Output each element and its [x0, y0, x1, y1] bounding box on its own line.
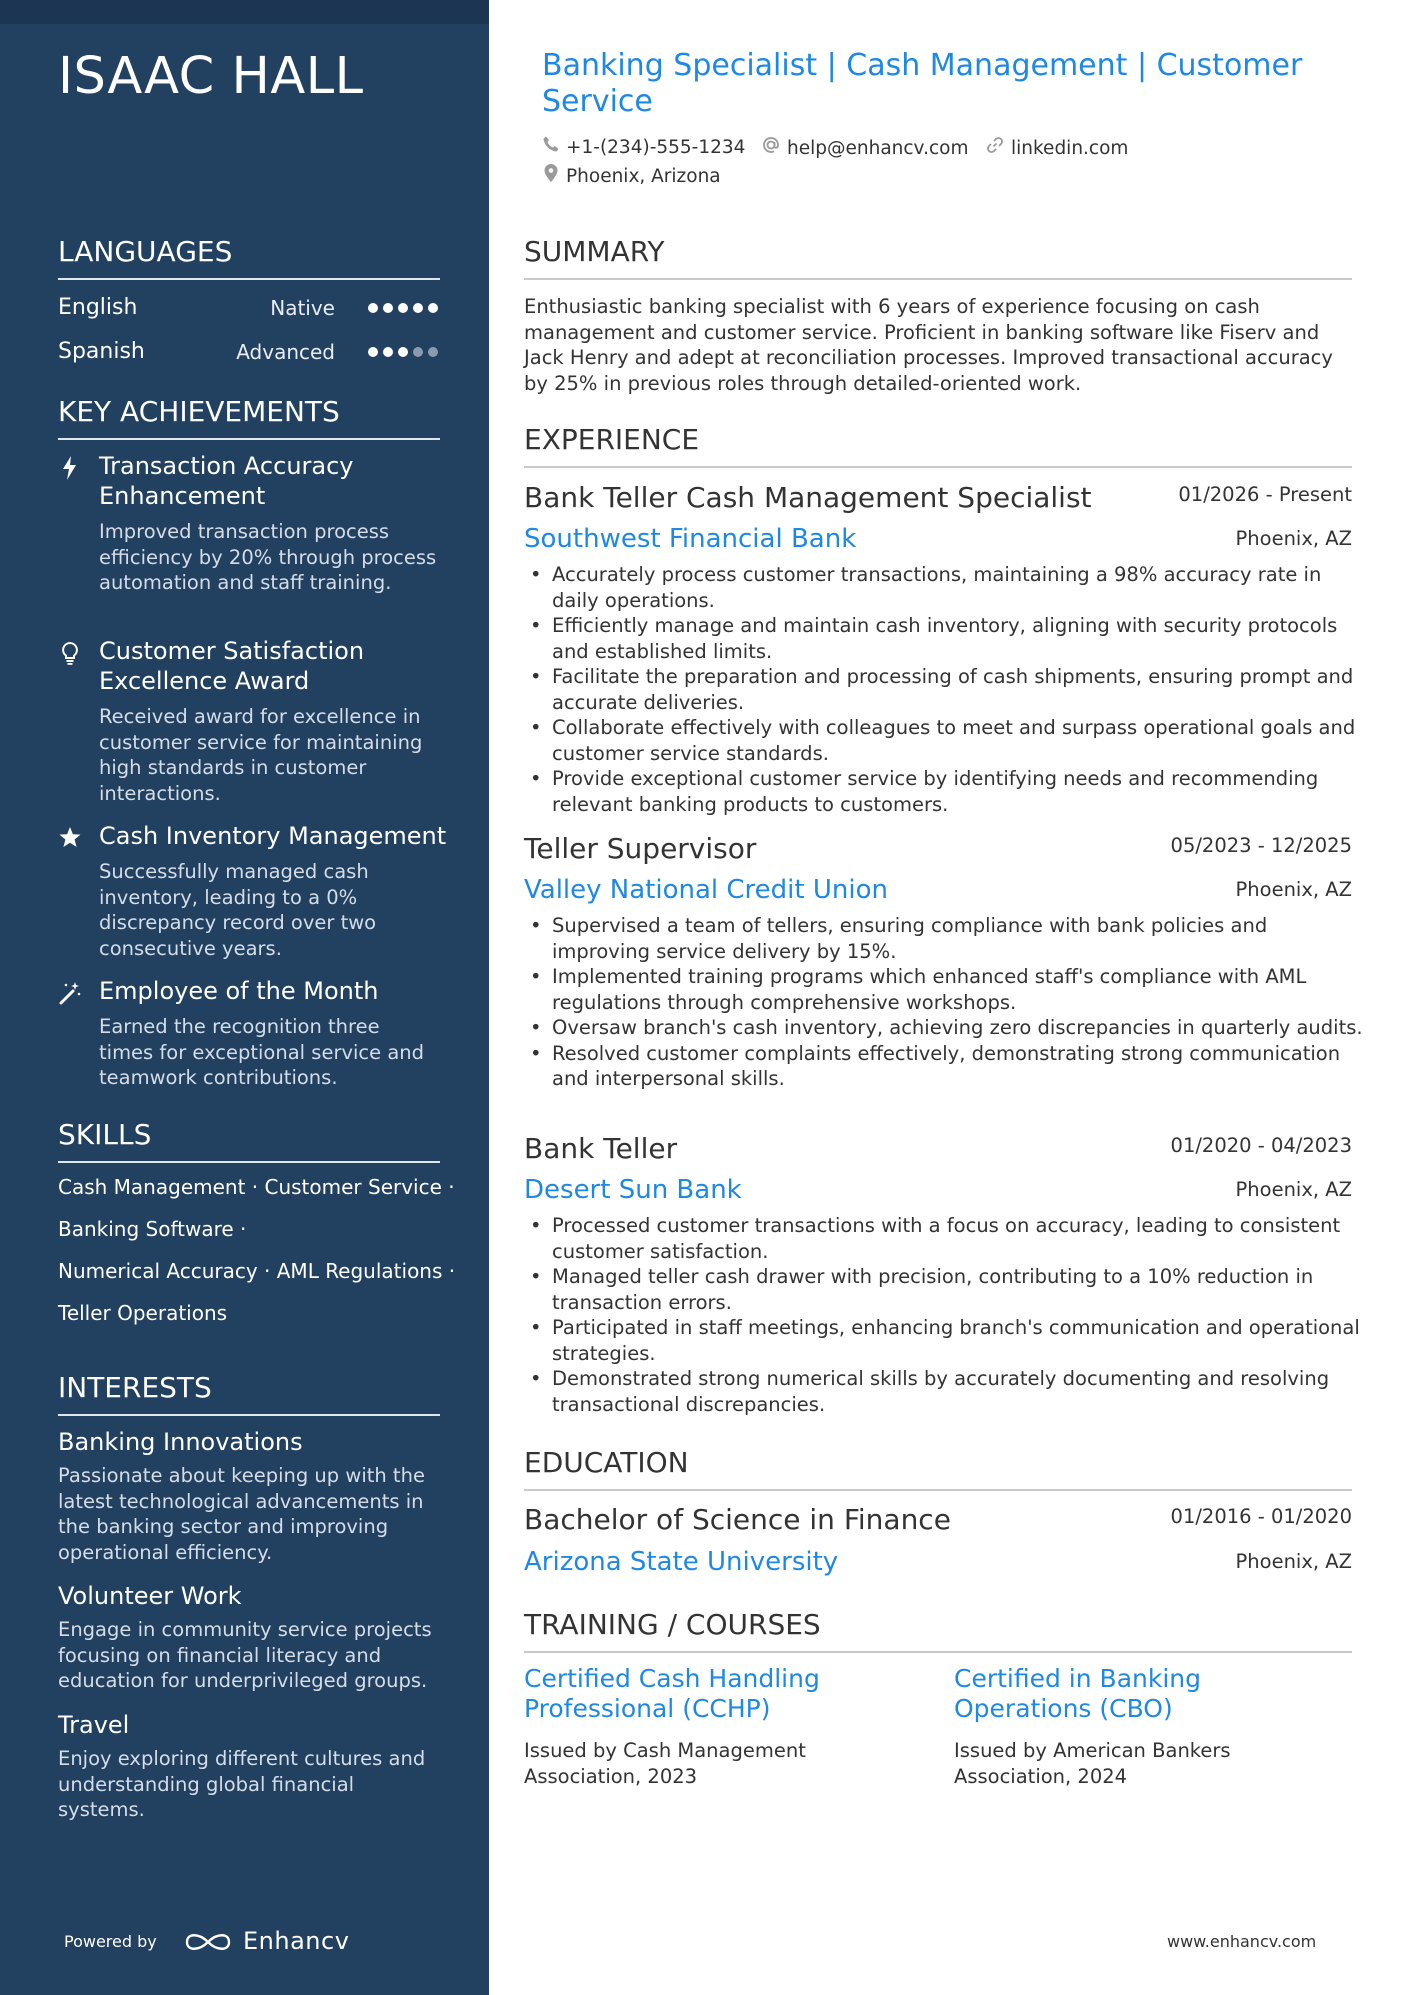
job-bullet: • Collaborate effectively with colleagues to meet and surpass operational goals and customer service standards. — [524, 715, 1364, 766]
language-level: Native — [270, 296, 335, 320]
training-title: TRAINING / COURSES — [524, 1607, 1352, 1653]
course-item — [524, 1664, 904, 1789]
job-bullets — [524, 913, 1364, 1092]
enhancv-logo-icon — [183, 1929, 233, 1959]
at-icon — [761, 135, 781, 163]
interest-title: Volunteer Work — [58, 1582, 242, 1610]
summary-text: Enthusiastic banking specialist with 6 years of experience focusing on cash management and customer service. Proficient in banking software like Fiserv and Jack Henry and adept at reconciliation processes. Improved transactional accuracy by 25% in previous roles through detailed-oriented work. — [524, 295, 1333, 395]
linkedin-text: linkedin.com — [1011, 138, 1129, 159]
sidebar-top-band — [0, 0, 489, 24]
job-bullets — [524, 562, 1364, 817]
interest-desc: Engage in community service projects focusing on financial literacy and education for underprivileged groups. — [58, 1618, 432, 1692]
achievement-title: Employee of the Month — [99, 977, 379, 1005]
job-bullet: • Efficiently manage and maintain cash inventory, aligning with security protocols and established limits. — [524, 613, 1364, 664]
education-degree: Bachelor of Science in Finance — [524, 1503, 951, 1536]
job-bullet: • Accurately process customer transactions, maintaining a 98% accuracy rate in daily operations. — [524, 562, 1364, 613]
contact-location — [542, 163, 721, 191]
achievement-desc: Received award for excellence in customer service for maintaining high standards in customer interactions. — [99, 705, 423, 805]
achievements-title: KEY ACHIEVEMENTS — [58, 394, 440, 440]
magic-wand-icon — [58, 980, 82, 1006]
interests-title: INTERESTS — [58, 1370, 440, 1416]
language-level: Advanced — [236, 340, 335, 364]
interest-title: Banking Innovations — [58, 1428, 303, 1456]
enhancv-logo[interactable] — [183, 1924, 353, 1960]
star-icon — [58, 825, 82, 851]
job-bullet: • Facilitate the preparation and processing of cash shipments, ensuring prompt and accurate deliveries. — [524, 664, 1364, 715]
job-bullet: • Oversaw branch's cash inventory, achieving zero discrepancies in quarterly audits. — [524, 1015, 1364, 1041]
rating-dot-filled — [368, 347, 378, 357]
powered-by-label: Powered by — [64, 1932, 157, 1951]
course-issuer: Issued by Cash Management Association, 2023 — [524, 1739, 806, 1788]
location-pin-icon — [542, 163, 560, 191]
language-rating — [368, 347, 440, 357]
job-bullet: • Demonstrated strong numerical skills by accurately documenting and resolving transactional discrepancies. — [524, 1366, 1364, 1417]
achievement-desc: Successfully managed cash inventory, leading to a 0% discrepancy record over two consecutive years. — [99, 860, 377, 960]
interest-item — [58, 1427, 448, 1565]
job-bullet: • Supervised a team of tellers, ensuring compliance with bank policies and improving service delivery by 15%. — [524, 913, 1364, 964]
education-dates: 01/2016 - 01/2020 — [1170, 1505, 1352, 1528]
rating-dot-filled — [398, 347, 408, 357]
email-text: help@enhancv.com — [787, 138, 969, 159]
rating-dot-filled — [398, 303, 408, 313]
location-text: Phoenix, Arizona — [566, 166, 721, 187]
rating-dot-empty — [428, 347, 438, 357]
job-location: Phoenix, AZ — [1235, 1178, 1352, 1201]
education-school: Arizona State University — [524, 1547, 839, 1577]
sidebar — [0, 0, 489, 1995]
job-company: Desert Sun Bank — [524, 1175, 742, 1205]
interest-title: Travel — [58, 1711, 130, 1739]
rating-dot-filled — [383, 347, 393, 357]
achievement-desc: Improved transaction process efficiency by 20% through process automation and staff training. — [99, 520, 437, 594]
link-icon — [985, 135, 1005, 163]
job-bullet: • Participated in staff meetings, enhancing branch's communication and operational strategies. — [524, 1315, 1364, 1366]
languages-title: LANGUAGES — [58, 234, 440, 280]
course-item — [954, 1664, 1334, 1789]
achievement-title: Transaction Accuracy Enhancement — [99, 452, 354, 510]
language-row — [58, 290, 440, 326]
job-dates: 01/2026 - Present — [1178, 483, 1352, 506]
skills-line: Teller Operations — [58, 1301, 228, 1325]
achievement-title: Customer Satisfaction Excellence Award — [99, 637, 365, 695]
language-name: Spanish — [58, 339, 145, 364]
skills-title: SKILLS — [58, 1117, 440, 1163]
summary-title: SUMMARY — [524, 234, 1352, 280]
job-location: Phoenix, AZ — [1235, 878, 1352, 901]
skills-line: Numerical Accuracy · AML Regulations · — [58, 1259, 456, 1283]
job-bullets — [524, 1213, 1364, 1417]
headline: Banking Specialist | Cash Management | Customer Service — [542, 48, 1303, 119]
job-company: Valley National Credit Union — [524, 875, 888, 905]
job-location: Phoenix, AZ — [1235, 527, 1352, 550]
rating-dot-empty — [413, 347, 423, 357]
job-bullet: • Implemented training programs which enhanced staff's compliance with AML regulations through comprehensive workshops. — [524, 964, 1364, 1015]
bolt-icon — [58, 455, 82, 481]
lightbulb-icon — [58, 640, 82, 666]
achievement-title: Cash Inventory Management — [99, 822, 447, 850]
language-rating — [368, 303, 440, 313]
course-title: Certified Cash Handling Professional (CCHP) — [524, 1664, 820, 1723]
skills-line: Banking Software · — [58, 1217, 247, 1241]
contact-email[interactable] — [761, 135, 968, 163]
education-location: Phoenix, AZ — [1235, 1550, 1352, 1573]
language-row — [58, 334, 440, 370]
phone-icon — [542, 135, 560, 161]
main-content — [489, 0, 1410, 1995]
job-bullet: • Resolved customer complaints effectively, demonstrating strong communication and interpersonal skills. — [524, 1041, 1364, 1092]
rating-dot-filled — [383, 303, 393, 313]
job-bullet: • Provide exceptional customer service by identifying needs and recommending relevant banking products to customers. — [524, 766, 1364, 817]
enhancv-logo-text: Enhancv — [243, 1927, 350, 1955]
skills-line: Cash Management · Customer Service · — [58, 1175, 455, 1199]
contact-phone[interactable] — [542, 135, 745, 161]
interest-item — [58, 1581, 448, 1694]
candidate-name: ISAAC HALL — [58, 47, 364, 106]
website-link[interactable]: www.enhancv.com — [1167, 1932, 1317, 1951]
interest-desc: Enjoy exploring different cultures and understanding global financial systems. — [58, 1747, 426, 1821]
contact-linkedin[interactable] — [985, 135, 1128, 163]
course-title: Certified in Banking Operations (CBO) — [954, 1664, 1201, 1723]
job-dates: 01/2020 - 04/2023 — [1170, 1134, 1352, 1157]
job-bullet: • Managed teller cash drawer with precision, contributing to a 10% reduction in transaction errors. — [524, 1264, 1364, 1315]
course-issuer: Issued by American Bankers Association, 2024 — [954, 1739, 1231, 1788]
language-name: English — [58, 295, 138, 320]
education-title: EDUCATION — [524, 1445, 1352, 1491]
rating-dot-filled — [368, 303, 378, 313]
job-dates: 05/2023 - 12/2025 — [1170, 834, 1352, 857]
job-title: Bank Teller Cash Management Specialist — [524, 481, 1092, 514]
rating-dot-filled — [428, 303, 438, 313]
job-bullet: • Processed customer transactions with a focus on accuracy, leading to consistent customer satisfaction. — [524, 1213, 1364, 1264]
experience-title: EXPERIENCE — [524, 422, 1352, 468]
interest-desc: Passionate about keeping up with the latest technological advancements in the banking sector and improving operational efficiency. — [58, 1464, 425, 1564]
phone-text: +1-(234)-555-1234 — [566, 137, 746, 158]
rating-dot-filled — [413, 303, 423, 313]
achievement-desc: Earned the recognition three times for exceptional service and teamwork contributions. — [99, 1015, 425, 1089]
interest-item — [58, 1710, 448, 1823]
job-title: Bank Teller — [524, 1132, 678, 1165]
job-company: Southwest Financial Bank — [524, 524, 857, 554]
job-title: Teller Supervisor — [524, 832, 757, 865]
